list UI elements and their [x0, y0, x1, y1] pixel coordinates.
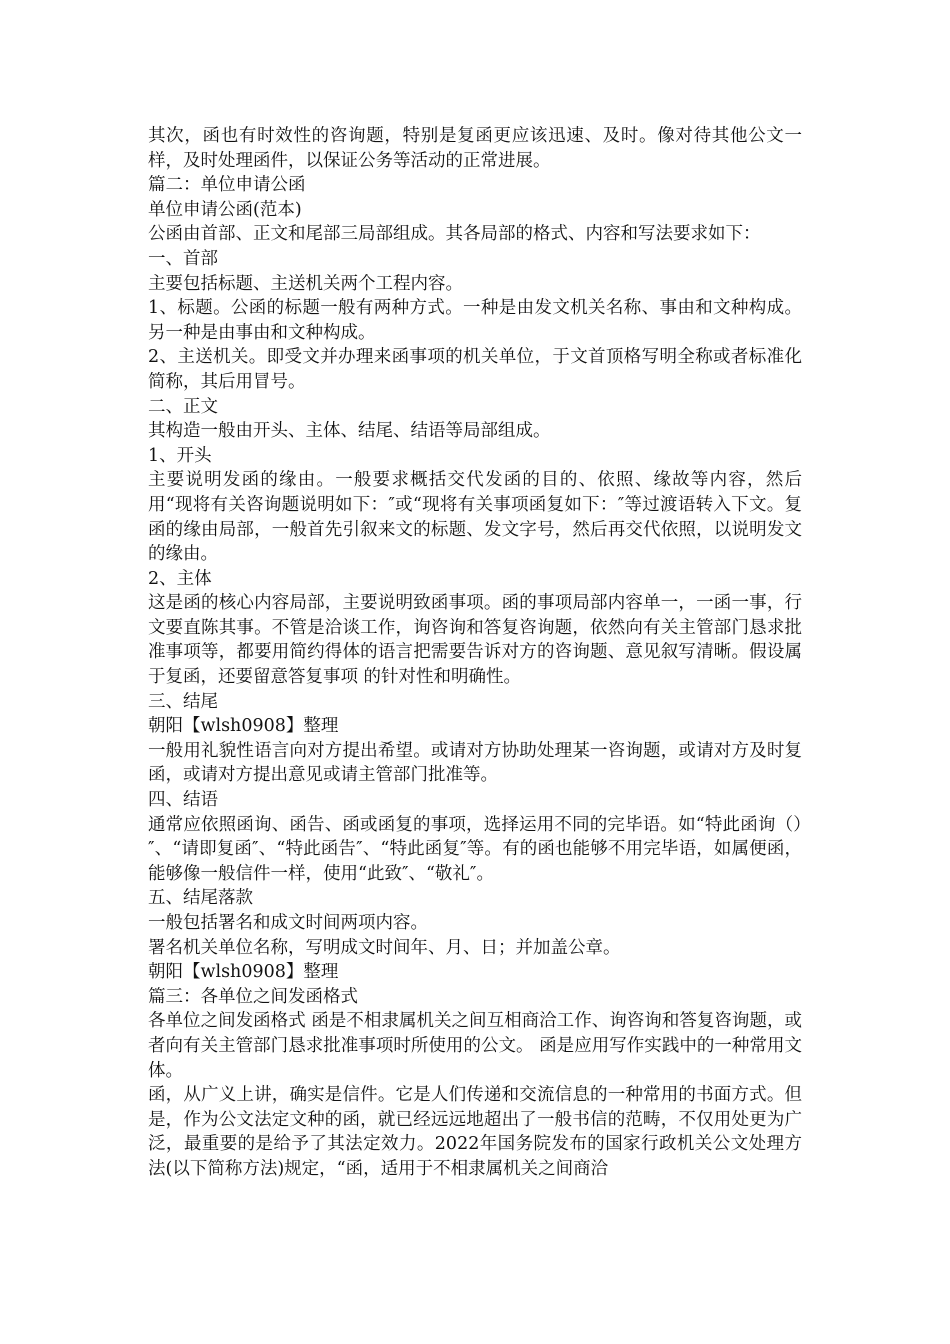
- source-note: 朝阳【wlsh0908】整理: [148, 962, 339, 983]
- paragraph: 一般包括署名和成文时间两项内容。: [148, 913, 428, 933]
- section-heading: 四、结语: [148, 790, 218, 811]
- document-body: [148, 124, 802, 1182]
- section-heading: 三、结尾: [148, 691, 218, 712]
- paragraph: 主要包括标题、主送机关两个工程内容。: [148, 273, 463, 294]
- paragraph: 单位申请公函(范本): [148, 199, 302, 220]
- paragraph: 2、主送机关。即受文并办理来函事项的机关单位，于文首顶格写明全称或者标准化简称，其后用冒号。: [148, 347, 802, 392]
- paragraph: 主要说明发函的缘由。一般要求概括交代发函的目的、依照、缘故等内容，然后用“现将有关咨询题说明如下：″或“现将有关事项函复如下：″等过渡语转入下文。复函的缘由局部，一般首先引叙来文的标题、发文字号，然后再交代依照，以说明发文的缘由。: [148, 470, 802, 565]
- paragraph: 其构造一般由开头、主体、结尾、结语等局部组成。: [148, 421, 551, 442]
- paragraph: 一般用礼貌性语言向对方提出希望。或请对方协助处理某一咨询题，或请对方及时复函，或请对方提出意见或请主管部门批准等。: [148, 740, 802, 786]
- paragraph: 1、标题。公函的标题一般有两种方式。一种是由发文机关名称、事由和文种构成。另一种是由事由和文种构成。: [148, 298, 802, 343]
- paragraph: 这是函的核心内容局部，主要说明致函事项。函的事项局部内容单一，一函一事，行文要直陈其事。不管是洽谈工作，询咨询和答复咨询题，依然向有关主管部门恳求批准事项等，都要用简约得体的语言把需要告诉对方的咨询题、意见叙写清晰。假设属于复函，还要留意答复事项 的针对性和明确性。: [148, 593, 802, 688]
- section-heading: 二、正文: [148, 396, 218, 417]
- section-heading: 篇三：各单位之间发函格式: [148, 986, 358, 1007]
- subsection-heading: 1、开头: [148, 445, 212, 466]
- section-heading: 一、首部: [148, 248, 218, 269]
- paragraph: 其次，函也有时效性的咨询题，特别是复函更应该迅速、及时。像对待其他公文一样，及时处理函件，以保证公务等活动的正常进展。: [148, 126, 802, 171]
- paragraph: 各单位之间发函格式 函是不相隶属机关之间互相商洽工作、询咨询和答复咨询题，或者向有关主管部门恳求批准事项时所使用的公文。 函是应用写作实践中的一种常用文体。: [148, 1011, 802, 1081]
- paragraph: 公函由首部、正文和尾部三局部组成。其各局部的格式、内容和写法要求如下：: [148, 224, 761, 245]
- paragraph: 署名机关单位名称，写明成文时间年、月、日；并加盖公章。: [148, 937, 621, 958]
- paragraph: 通常应依照函询、函告、函或函复的事项，选择运用不同的完毕语。如“特此函询（）″、“请即复函″、“特此函告″、“特此函复″等。有的函也能够不用完毕语，如属便函，能够像一般信件一样，使用“此致″、“敬礼″。: [148, 814, 802, 884]
- subsection-heading: 2、主体: [148, 568, 212, 589]
- section-heading: 五、结尾落款: [148, 888, 253, 909]
- section-heading: 篇二：单位申请公函: [148, 175, 306, 196]
- paragraph: 函，从广义上讲，确实是信件。它是人们传递和交流信息的一种常用的书面方式。但是，作为公文法定文种的函，就已经远远地超出了一般书信的范畴，不仅用处更为广泛，最重要的是给予了其法定效力。2022年国务院发布的国家行政机关公文处理方法(以下简称方法)规定，“函，适用于不相隶属机关之间商洽: [148, 1085, 802, 1179]
- source-note: 朝阳【wlsh0908】整理: [148, 716, 339, 737]
